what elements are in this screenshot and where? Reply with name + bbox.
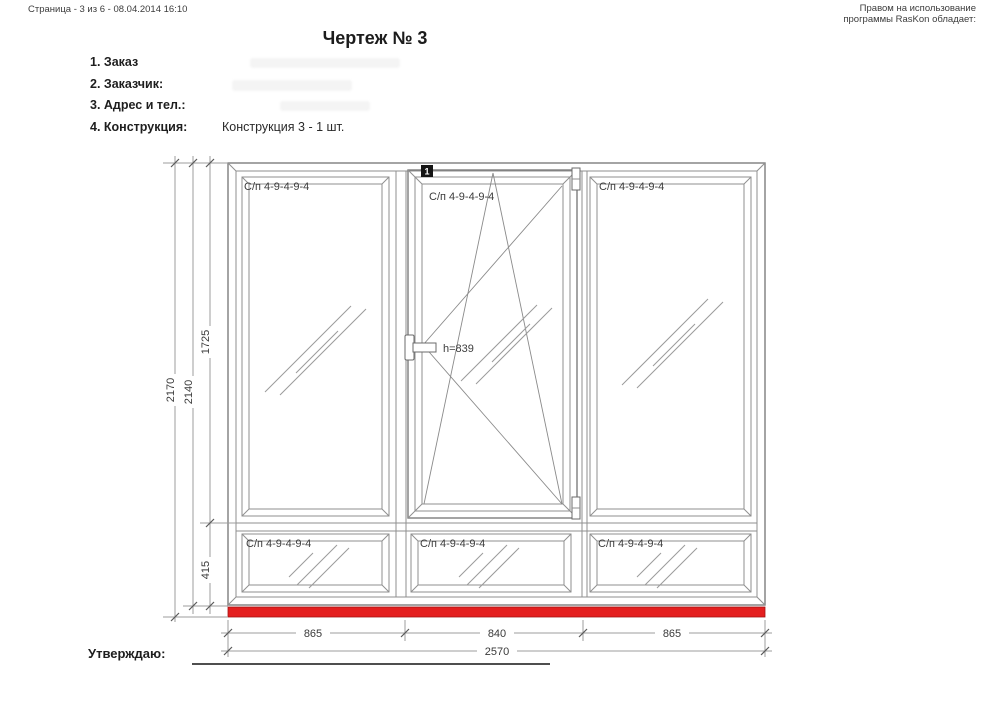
dim-frame-height: 2140 [183,379,195,405]
sash-marker [421,165,433,177]
dim-total-height: 2170 [165,377,177,403]
page-info: Страница - 3 из 6 - 08.04.2014 16:10 [28,4,188,15]
page-title: Чертеж № 3 [322,28,428,48]
order-item-label: 2. Заказчик: [90,76,164,91]
order-item-label: 4. Конструкция: [90,119,188,134]
license-line-2: программы RasKon обладает: [843,14,976,25]
handle-height-label: h=839 [443,343,474,355]
hinge-top [572,168,580,190]
sash-marker-number: 1 [424,166,430,177]
dim-upper-section-height: 1725 [200,329,212,355]
horizontal-dimensions [221,620,772,658]
tilt-turn-symbol [423,173,562,504]
order-item-label: 3. Адрес и тел.: [90,98,186,113]
order-item-value: Конструкция 3 - 1 шт. [222,119,345,134]
glazing-label: С/п 4-9-4-9-4 [429,191,495,203]
glazing-label: С/п 4-9-4-9-4 [599,181,665,193]
glazing-label: С/п 4-9-4-9-4 [244,181,310,193]
panel-upper-left [242,177,389,516]
dim-lower-section-height: 415 [200,560,212,580]
hinge-bottom [572,497,580,519]
dim-right-section-width: 865 [662,628,682,640]
panel-lower-left [242,534,389,592]
panel-lower-center [411,534,571,592]
dim-left-section-width: 865 [303,628,323,640]
window-handle [405,335,436,360]
approve-label: Утверждаю: [88,646,166,661]
dim-center-section-width: 840 [487,628,507,640]
mullions [236,171,757,597]
glazing-label: С/п 4-9-4-9-4 [246,538,312,550]
window-sill [228,607,765,617]
order-item-label: 1. Заказ [90,55,139,69]
sash-center [405,165,580,519]
vertical-dimensions [163,156,236,622]
panel-upper-right [590,177,751,516]
license-line-1: Правом на использование [859,3,976,14]
glazing-label: С/п 4-9-4-9-4 [598,538,664,550]
dim-total-width: 2570 [484,646,510,658]
glazing-label: С/п 4-9-4-9-4 [420,538,486,550]
panel-lower-right [590,534,751,592]
